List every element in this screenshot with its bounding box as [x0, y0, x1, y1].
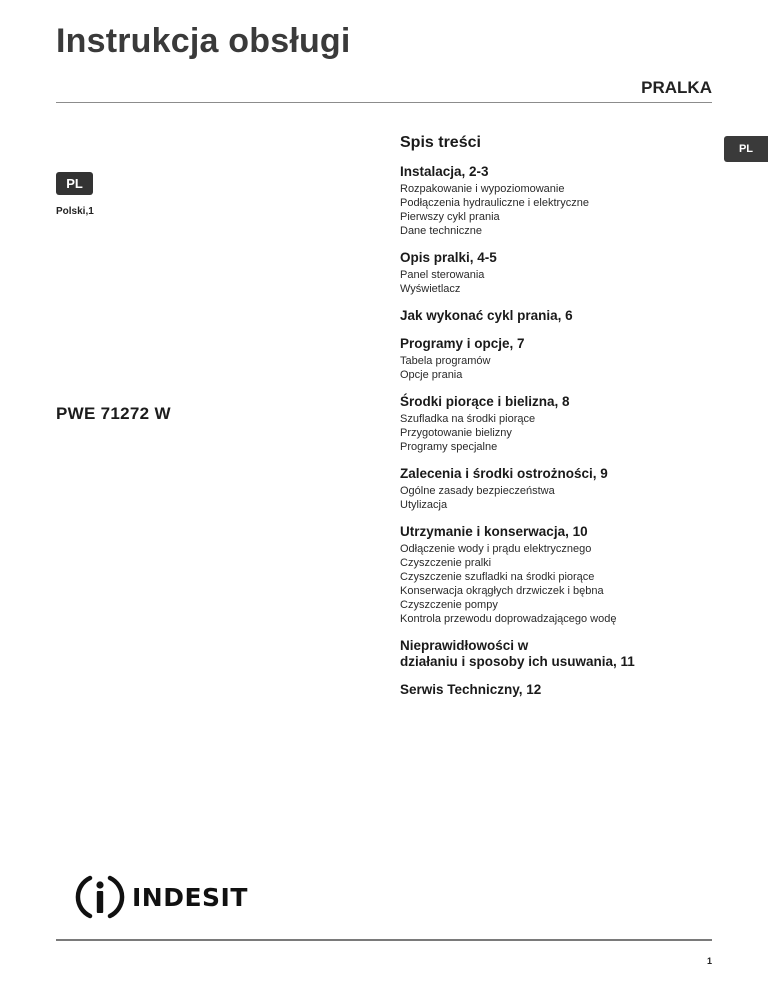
toc-section-title: Serwis Techniczny, 12	[400, 682, 542, 697]
footer-divider	[56, 939, 712, 941]
brand-name: INDESIT	[132, 882, 248, 912]
toc-heading: Spis treści	[400, 134, 481, 151]
toc-section	[400, 394, 712, 454]
page-number: 1	[706, 956, 712, 966]
toc-section-title: Programy i opcje, 7	[400, 336, 525, 351]
toc-subitem: Odłączenie wody i prądu elektrycznego	[400, 543, 592, 555]
toc-subitem: Panel sterowania	[400, 269, 485, 281]
toc-section-title: Jak wykonać cykl prania, 6	[400, 308, 573, 323]
header-divider	[56, 102, 712, 103]
indesit-logo-icon	[74, 874, 126, 920]
toc-subitem: Programy specjalne	[400, 441, 498, 453]
toc-subitem: Czyszczenie pralki	[400, 557, 492, 569]
toc-section-title: Nieprawidłowości w działaniu i sposoby ich usuwania, 11	[400, 638, 635, 669]
toc-subitem: Czyszczenie szufladki na środki piorące	[400, 571, 595, 583]
toc-section-title: Zalecenia i środki ostrożności, 9	[400, 466, 608, 481]
toc-subitem: Podłączenia hydrauliczne i elektryczne	[400, 197, 589, 209]
toc-subitem: Tabela programów	[400, 355, 491, 367]
language-label: Polski,1	[56, 206, 94, 217]
toc-section	[400, 682, 712, 698]
toc-subitem: Wyświetlacz	[400, 283, 461, 295]
toc-subitem: Szufladka na środki piorące	[400, 413, 536, 425]
toc-section	[400, 164, 712, 238]
toc-section	[400, 524, 712, 626]
toc-section-title: Środki piorące i bielizna, 8	[400, 394, 570, 409]
toc-section-title: Utrzymanie i konserwacja, 10	[400, 524, 588, 539]
brand-logo	[74, 874, 248, 920]
toc-section	[400, 336, 712, 382]
toc-section-title: Instalacja, 2-3	[400, 164, 489, 179]
toc-subitem: Utylizacja	[400, 499, 448, 511]
toc-subitem: Rozpakowanie i wypoziomowanie	[400, 183, 565, 195]
toc-section-title: Opis pralki, 4-5	[400, 250, 497, 265]
language-badge: PL	[56, 172, 93, 195]
toc-subitem: Ogólne zasady bezpieczeństwa	[400, 485, 555, 497]
toc-section	[400, 466, 712, 512]
toc-section	[400, 638, 712, 670]
toc-subitem: Pierwszy cykl prania	[400, 211, 500, 223]
toc-section	[400, 250, 712, 296]
toc-subitem: Opcje prania	[400, 369, 463, 381]
toc-subitem: Kontrola przewodu doprowadzającego wodę	[400, 613, 617, 625]
toc-subitem: Przygotowanie bielizny	[400, 427, 512, 439]
toc-sections	[400, 164, 712, 698]
page-title: Instrukcja obsługi	[56, 22, 351, 60]
language-side-tab: PL	[724, 136, 768, 162]
toc-subitem: Konserwacja okrągłych drzwiczek i bębna	[400, 585, 604, 597]
table-of-contents	[400, 134, 712, 710]
toc-section	[400, 308, 712, 324]
product-type-label: PRALKA	[641, 78, 712, 97]
toc-subitem: Dane techniczne	[400, 225, 482, 237]
model-number: PWE 71272 W	[56, 404, 171, 423]
toc-subitem: Czyszczenie pompy	[400, 599, 498, 611]
